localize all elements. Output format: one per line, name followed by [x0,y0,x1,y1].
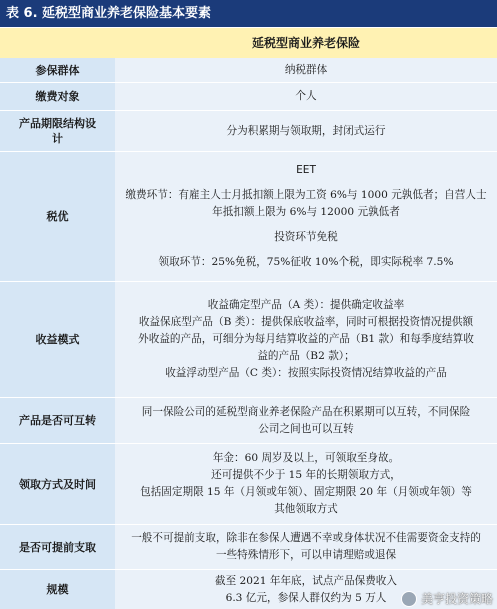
value-line: 领取环节：25%免税，75%征收 10%个税，即实际税率 7.5% [158,256,454,268]
value-line: EET [296,164,316,176]
table-row [0,83,497,111]
value-line: 截至 2021 年年底，试点产品保费收入 6.3 亿元，参保人群仅约为 5 万人 [214,574,397,604]
table-row [0,398,497,444]
row-label: 收益模式 [0,282,115,397]
row-label: 参保群体 [0,58,115,82]
row-value [115,152,497,281]
row-label: 产品期限结构设计 [0,111,115,151]
value-line: 投资环节免税 [274,231,338,243]
row-value [115,444,497,524]
row-value [115,83,497,110]
row-label: 规模 [0,570,115,609]
value-line: 一般不可提前支取，除非在参保人遭遇不幸或身体状况不佳需要资金支持的一些特殊情形下，可以申请理赔或退保 [131,532,481,561]
watermark-logo-icon [401,591,417,607]
value-line: 收益确定型产品（A 类）：提供确定收益率 [207,299,405,311]
value-line: 收益保底型产品（B 类）：提供保底收益率，同时可根据投资情况提供额外收益的产品，可细分为每月结算收益的产品（B1 款）和每季度结算收益的产品（B2 款）； [138,316,474,362]
table-row [0,152,497,282]
column-header: 延税型商业养老保险 [251,36,360,50]
value-line: 分为积累期与领取期，封闭式运行 [226,124,386,137]
row-value [115,58,497,82]
value-line: 还可提供不少于 15 年的长期领取方式， [211,469,401,481]
row-value [115,525,497,569]
row-label: 领取方式及时间 [0,444,115,524]
row-value [115,111,497,151]
header-blank-cell [0,28,115,58]
value-line: 收益浮动型产品（C 类）：按照实际投资情况结算收益的产品 [165,367,447,379]
row-label: 是否可提前支取 [0,525,115,569]
value-line: 同一保险公司的延税型商业养老保险产品在积累期可以互转，不同保险公司之间也可以互转 [141,405,471,435]
row-value [115,398,497,443]
value-line: 年金：60 周岁及以上，可领取至身故。 [212,452,400,464]
watermark-text: 美亨投资策略 [420,592,493,606]
table-row [0,444,497,525]
table-header-row [0,27,497,58]
table-row [0,111,497,152]
value-line: 包括固定期限 15 年（月领或年领）、固定期限 20 年（月领或年领）等其他领取方式 [140,486,472,515]
value-line: 个人 [295,90,317,102]
table-row [0,282,497,398]
row-label: 缴费对象 [0,83,115,110]
table-row [0,525,497,570]
row-value [115,282,497,397]
row-label: 税优 [0,152,115,281]
table-title: 表 6. 延税型商业养老保险基本要素 [0,0,497,27]
table-row [0,58,497,83]
watermark [401,590,493,607]
value-line: 纳税群体 [284,63,328,76]
value-line: 缴费环节：有雇主人士月抵扣额上限为工资 6%与 1000 元孰低者；自营人士年抵扣额上限为 6%与 12000 元孰低者 [125,189,487,218]
row-label: 产品是否可互转 [0,398,115,443]
